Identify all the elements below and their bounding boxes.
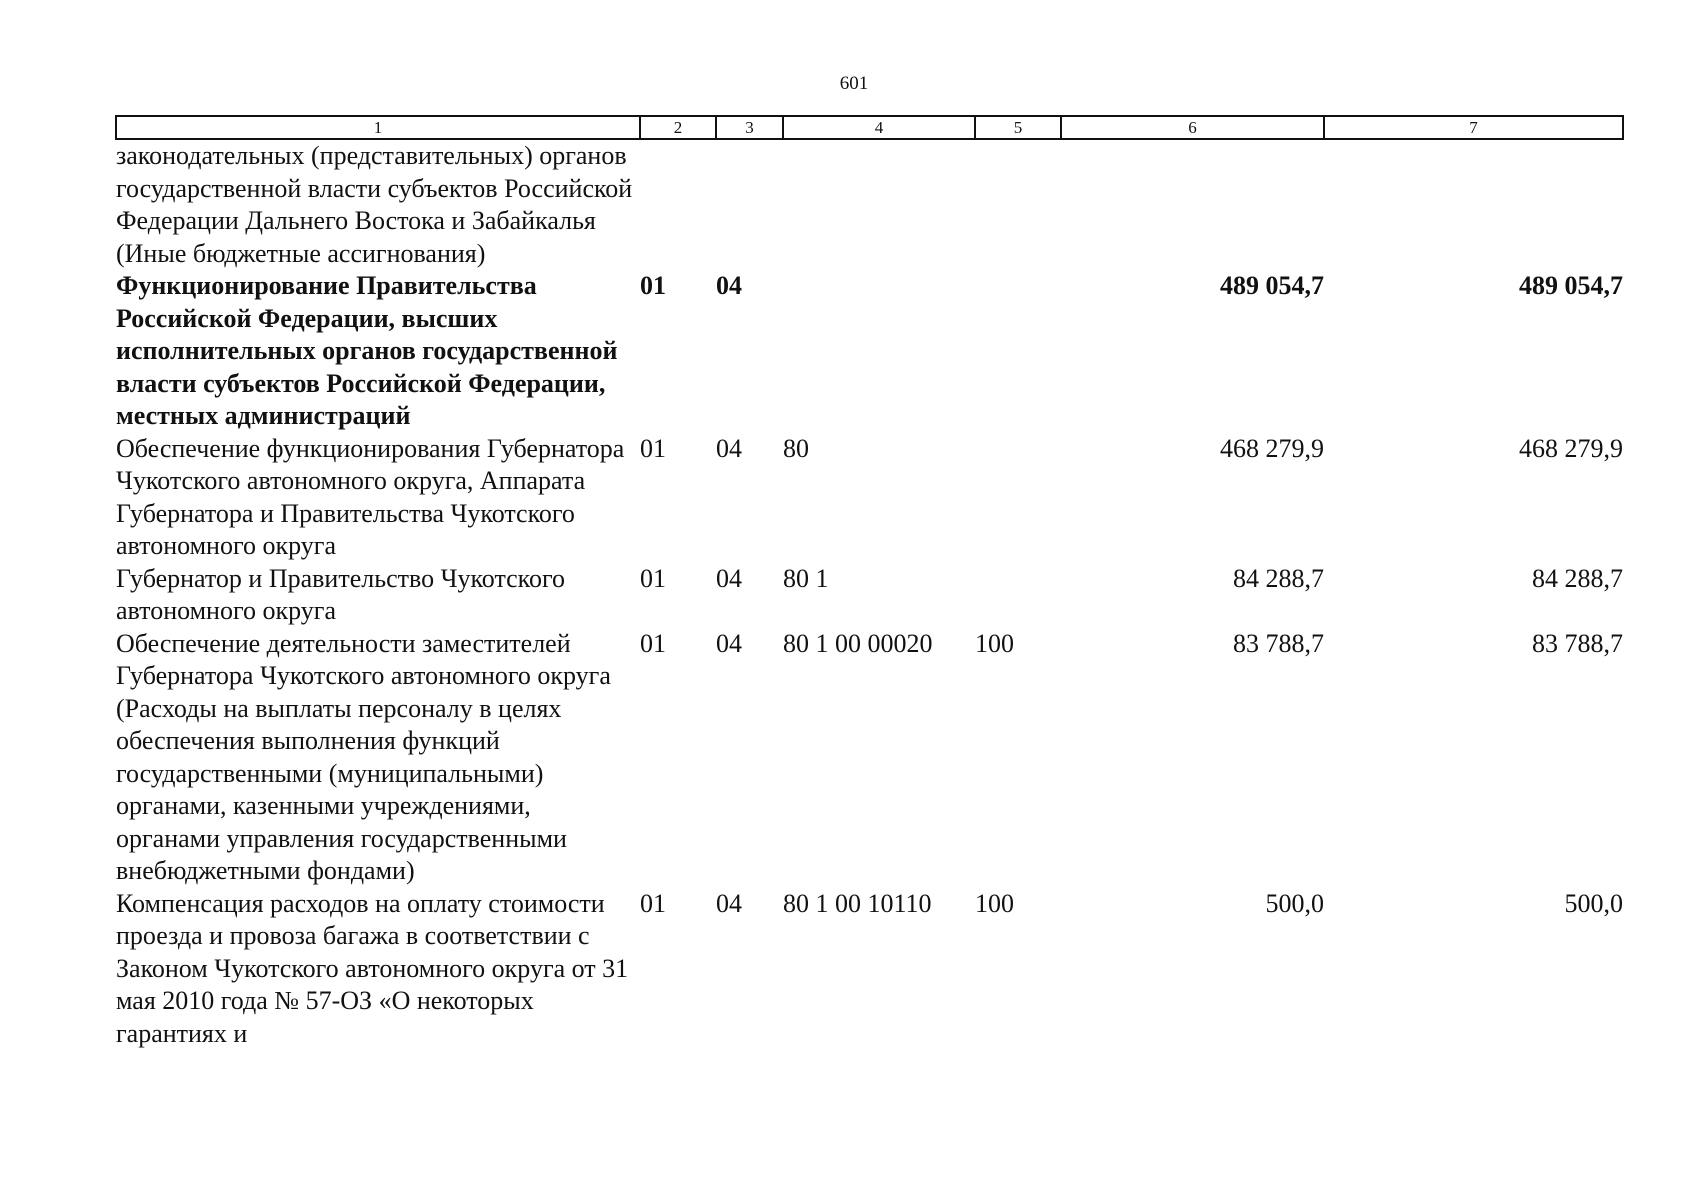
row-vr [975,270,1061,433]
row-csr: 80 1 00 10110 [783,888,932,918]
row-sum-2: 489 054,7 [1519,271,1623,300]
header-col-7: 7 [1324,116,1623,139]
row-sum-1: 84 288,7 [1233,563,1324,593]
row-csr [783,270,975,433]
row-csr [783,139,975,270]
row-pr: 04 [716,888,742,918]
row-rz [640,139,716,270]
row-pr [716,139,783,270]
row-vr: 100 [975,628,1014,658]
header-col-6: 6 [1061,116,1324,139]
table-header [116,116,1623,139]
row-csr: 80 1 00 00020 [783,628,933,658]
row-vr [975,433,1061,563]
row-pr: 04 [716,563,742,593]
table-row [116,433,1623,563]
row-pr: 04 [716,628,742,658]
row-name: Функционирование Правительства Российской Федерации, высших исполнительных органов государственной власти субъектов Российской Федерации, местных администраций [116,271,618,430]
header-col-3: 3 [716,116,783,139]
row-csr: 80 1 [783,563,829,593]
row-rz: 01 [640,563,666,593]
table-row [116,888,1623,1051]
row-sum-1: 83 788,7 [1233,628,1324,658]
row-name: Компенсация расходов на оплату стоимости проезда и провоза багажа в соответствии с Законом Чукотского автономного округа от 31 мая 2010 года № 57-ОЗ «О некоторых гарантиях и [116,888,629,1048]
header-col-4: 4 [783,116,975,139]
row-sum-2 [1324,139,1623,270]
row-sum-2: 84 288,7 [1532,563,1623,593]
row-rz: 01 [640,271,666,300]
row-vr: 100 [975,888,1014,918]
row-sum-1: 468 279,9 [1220,433,1324,463]
row-rz: 01 [640,888,666,918]
row-vr [975,139,1061,270]
row-sum-2: 500,0 [1564,888,1623,918]
header-col-2: 2 [640,116,716,139]
table-row [116,139,1623,270]
row-sum-1: 500,0 [1265,888,1324,918]
row-sum-1 [1061,139,1324,270]
row-name: законодательных (представительных) органов государственной власти субъектов Российской Федерации Дальнего Востока и Забайкалья (Иные бюджетные ассигнования) [116,141,633,268]
row-name: Обеспечение деятельности заместителей Губернатора Чукотского автономного округа (Расходы на выплаты персоналу в целях обеспечения выполнения функций государственными (муниципальными) органами, казенными учреждениями, органами управления государственными внебюджетными фондами) [116,628,611,885]
table-row-section [116,270,1623,433]
row-sum-1: 489 054,7 [1220,271,1324,300]
row-sum-2: 83 788,7 [1532,628,1623,658]
header-row [116,116,1623,139]
row-pr: 04 [716,271,742,300]
row-csr: 80 [783,433,809,463]
row-name: Обеспечение функционирования Губернатора Чукотского автономного округа, Аппарата Губернатора и Правительства Чукотского автономного округа [116,433,625,560]
row-sum-2: 468 279,9 [1519,433,1623,463]
page-number: 601 [839,73,869,94]
header-col-5: 5 [975,116,1061,139]
row-rz: 01 [640,628,666,658]
table-row [116,628,1623,888]
row-pr: 04 [716,433,742,463]
row-rz: 01 [640,433,666,463]
table-body [116,139,1623,1050]
header-col-1: 1 [116,116,640,139]
row-vr [975,563,1061,628]
table-row [116,563,1623,628]
budget-table [115,115,1624,1050]
row-name: Губернатор и Правительство Чукотского автономного округа [116,563,565,625]
